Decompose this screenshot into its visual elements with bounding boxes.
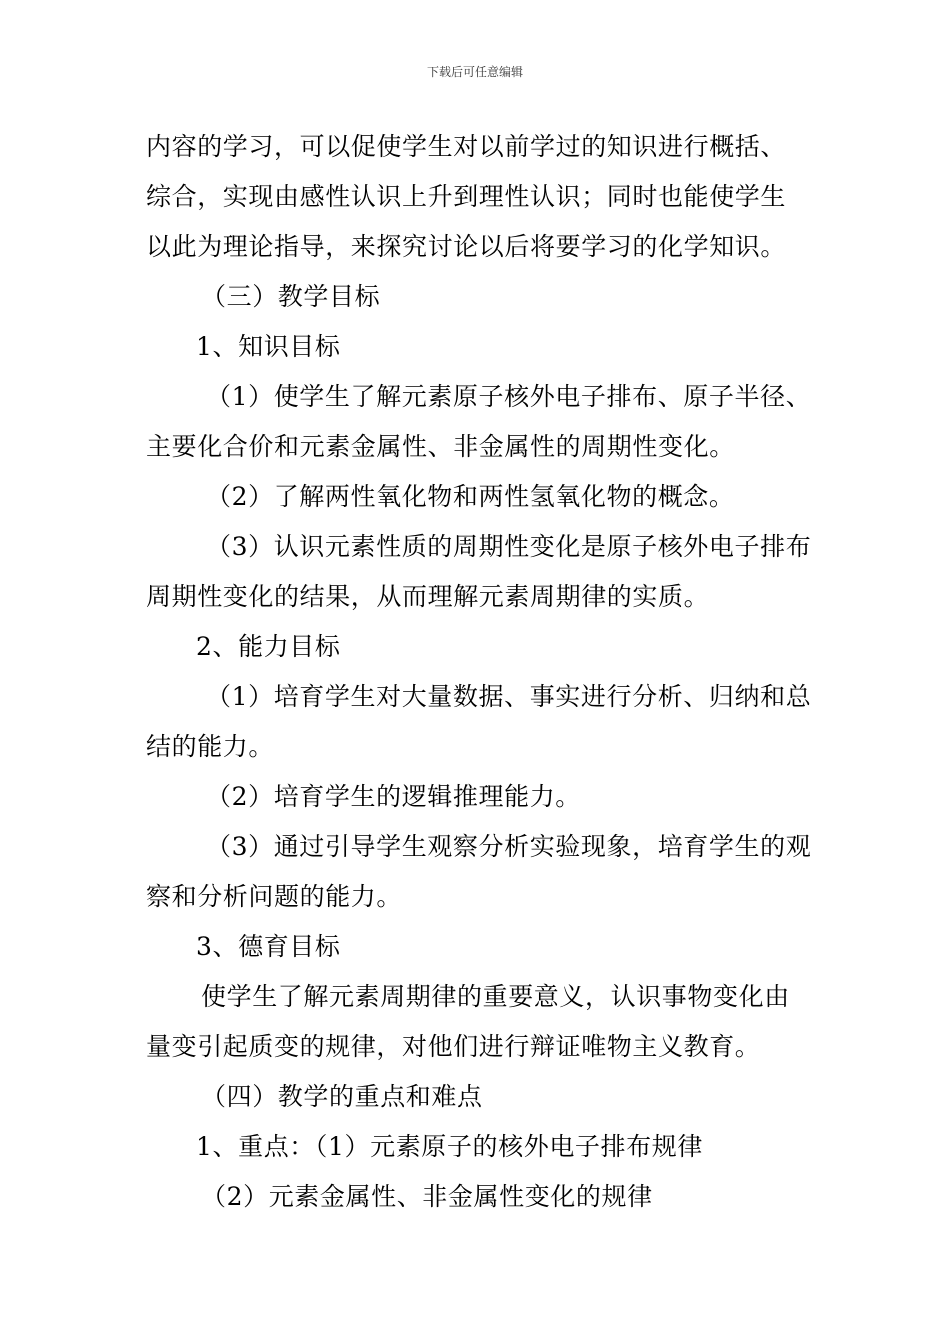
list-item-line: 主要化合价和元素金属性、非金属性的周期性变化。 [146, 432, 735, 461]
list-item-line: （2）培育学生的逻辑推理能力。 [206, 782, 581, 811]
list-item-line: 察和分析问题的能力。 [146, 882, 403, 911]
subsection-heading: 1、知识目标 [196, 332, 341, 361]
list-item-line: （2）了解两性氧化物和两性氢氧化物的概念。 [206, 482, 735, 511]
list-item-line: 1、重点：（1）元素原子的核外电子排布规律 [196, 1132, 703, 1161]
page-header: 下载后可任意编辑 [426, 65, 523, 79]
list-item-line: 结的能力。 [146, 732, 275, 761]
document-body [146, 122, 811, 1222]
paragraph-line: 使学生了解元素周期律的重要意义，认识事物变化由 [201, 982, 790, 1011]
list-item-line: （1）培育学生对大量数据、事实进行分析、归纳和总 [206, 682, 812, 711]
paragraph-line: 以此为理论指导，来探究讨论以后将要学习的化学知识。 [146, 232, 787, 261]
list-item-line: （1）使学生了解元素原子核外电子排布、原子半径、 [206, 382, 812, 411]
list-item-line: （3）通过引导学生观察分析实验现象，培育学生的观 [206, 832, 812, 861]
subsection-heading: 2、能力目标 [196, 632, 341, 661]
list-item-line: （3）认识元素性质的周期性变化是原子核外电子排布 [206, 532, 812, 561]
subsection-heading: 3、德育目标 [196, 932, 341, 961]
section-heading: （三）教学目标 [201, 282, 381, 311]
section-heading: （四）教学的重点和难点 [201, 1082, 483, 1111]
list-item-line: 周期性变化的结果，从而理解元素周期律的实质。 [146, 582, 710, 611]
paragraph-line: 量变引起质变的规律，对他们进行辩证唯物主义教育。 [146, 1032, 761, 1061]
paragraph-line: 综合，实现由感性认识上升到理性认识；同时也能使学生 [146, 182, 787, 211]
paragraph-line: 内容的学习，可以促使学生对以前学过的知识进行概括、 [146, 132, 787, 161]
list-item-line: （2）元素金属性、非金属性变化的规律 [201, 1182, 653, 1211]
